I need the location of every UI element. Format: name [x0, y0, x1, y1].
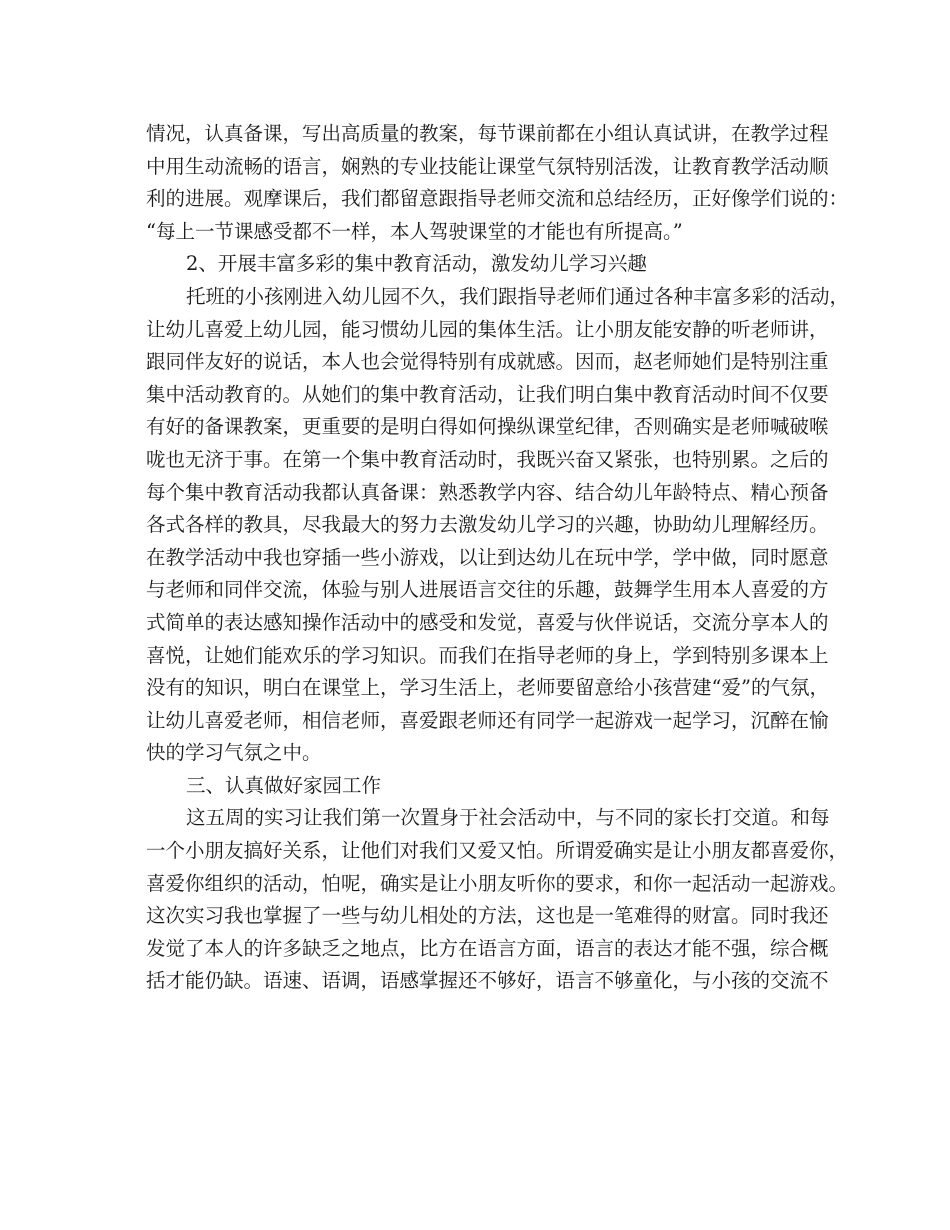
text-line: 三、认真做好家园工作: [186, 773, 382, 797]
text-line: 式简单的表达感知操作活动中的感受和发觉，喜爱与伙伴说话，交流分享本人的: [146, 610, 829, 634]
text-line: 每个集中教育活动我都认真备课：熟悉教学内容、结合幼儿年龄特点、精心预备: [146, 480, 829, 504]
text-line: 在教学活动中我也穿插一些小游戏，以让到达幼儿在玩中学，学中做，同时愿意: [146, 545, 829, 569]
text-line: 喜爱你组织的活动，怕呢，确实是让小朋友听你的要求，和你一起活动一起游戏。: [146, 871, 849, 895]
document-body-text: [146, 118, 850, 998]
text-line: 一个小朋友搞好关系，让他们对我们又爱又怕。所谓爱确实是让小朋友都喜爱你，: [146, 839, 849, 863]
text-line: 与老师和同伴交流，体验与别人进展语言交往的乐趣，鼓舞学生用本人喜爱的方: [146, 578, 829, 602]
text-line: 托班的小孩刚进入幼儿园不久，我们跟指导老师们通过各种丰富多彩的活动，: [186, 284, 850, 308]
text-line: “每上一节课感受都不一样，本人驾驶课堂的才能也有所提高。”: [146, 219, 683, 243]
text-line: 喜悦，让她们能欢乐的学习知识。而我们在指导老师的身上，学到特别多课本上: [146, 643, 829, 667]
text-line: 2、开展丰富多彩的集中教育活动，激发幼儿学习兴趣: [186, 252, 647, 276]
text-line: 情况，认真备课，写出高质量的教案，每节课前都在小组认真试讲，在教学过程: [146, 122, 829, 145]
text-line: 有好的备课教案，更重要的是明白得如何操纵课堂纪律，否则确实是老师喊破喉: [146, 415, 829, 439]
text-line: 利的进展。观摩课后，我们都留意跟指导老师交流和总结经历，正好像学们说的：: [146, 187, 849, 211]
text-line: 咙也无济于事。在第一个集中教育活动时，我既兴奋又紧张，也特别累。之后的: [146, 447, 829, 471]
text-line: 快的学习气氛之中。: [146, 741, 322, 765]
text-line: 这五周的实习让我们第一次置身于社会活动中，与不同的家长打交道。和每: [186, 806, 830, 830]
text-line: 跟同伴友好的说话，本人也会觉得特别有成就感。因而，赵老师她们是特别注重: [146, 350, 829, 374]
text-line: 集中活动教育的。从她们的集中教育活动，让我们明白集中教育活动时间不仅要: [146, 382, 829, 406]
text-line: 发觉了本人的许多缺乏之地点，比方在语言方面，语言的表达才能不强，综合概: [146, 936, 829, 960]
text-line: 让幼儿喜爱老师，相信老师，喜爱跟老师还有同学一起游戏一起学习，沉醉在愉: [146, 708, 829, 732]
text-line: 没有的知识，明白在课堂上，学习生活上，老师要留意给小孩营建“爱”的气氛，: [146, 676, 829, 700]
text-line: 让幼儿喜爱上幼儿园，能习惯幼儿园的集体生活。让小朋友能安静的听老师讲，: [146, 317, 829, 341]
text-line: 括才能仍缺。语速、语调，语感掌握还不够好，语言不够童化，与小孩的交流不: [146, 969, 829, 993]
text-line: 这次实习我也掌握了一些与幼儿相处的方法，这也是一笔难得的财富。同时我还: [146, 904, 829, 928]
text-line: 各式各样的教具，尽我最大的努力去激发幼儿学习的兴趣，协助幼儿理解经历。: [146, 513, 829, 537]
text-line: 中用生动流畅的语言，娴熟的专业技能让课堂气氛特别活泼，让教育教学活动顺: [146, 154, 829, 178]
